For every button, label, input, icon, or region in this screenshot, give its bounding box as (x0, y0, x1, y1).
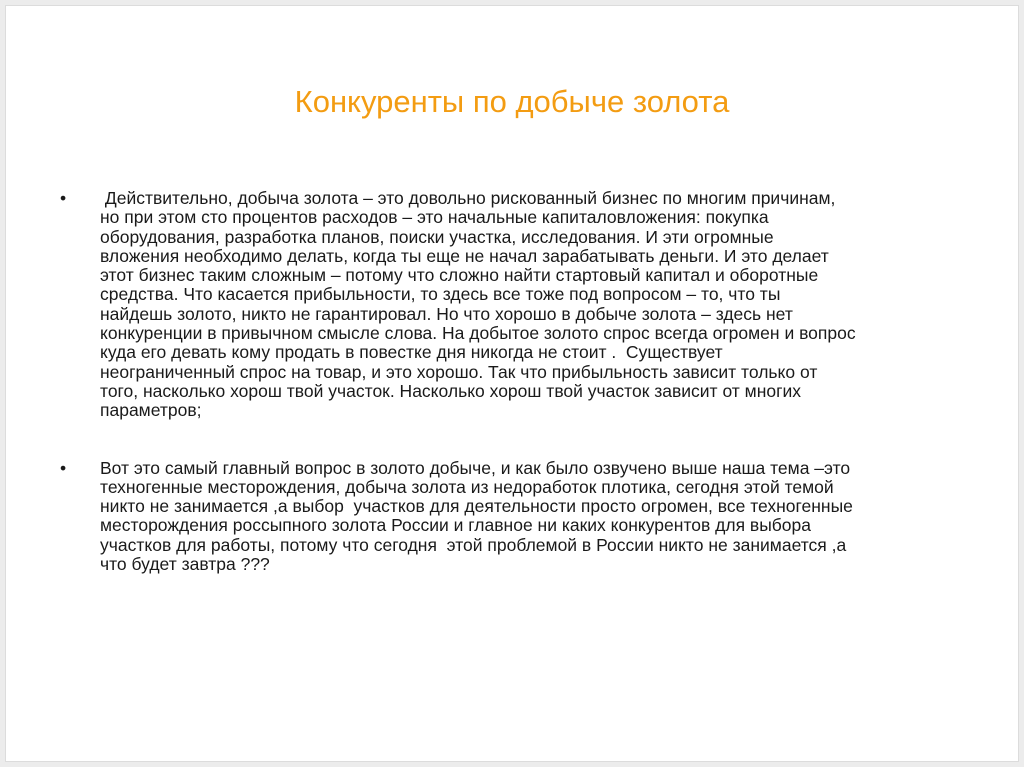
bullet-text-line: никто не занимается ,а выбор участков для деятельности просто огромен, все техногенные (100, 496, 853, 517)
bullet-text-line: вложения необходимо делать, когда ты еще не начал зарабатывать деньги. И это делает (100, 245, 829, 266)
slide-title: Конкуренты по добыче золота (294, 84, 730, 119)
slide (5, 5, 1019, 762)
bullet-text-line: техногенные месторождения, добыча золота из недоработок плотика, сегодня этой темой (100, 476, 834, 497)
bullet-text-line: того, насколько хорош твой участок. Насколько хорош твой участок зависит от многих (100, 380, 801, 401)
bullet-text-line: участков для работы, потому что сегодня этой проблемой в России никто не занимается ,а (100, 534, 847, 555)
bullet-text-line: этот бизнес таким сложным – потому что сложно найти стартовый капитал и оборотные (100, 265, 819, 286)
bullet-text-line: найдешь золото, никто не гарантировал. Но что хорошо в добыче золота – здесь нет (100, 303, 793, 324)
bullet-text-line: что будет завтра ??? (100, 554, 270, 575)
bullet-text-line: но при этом сто процентов расходов – это начальные капиталовложения: покупка (100, 207, 769, 228)
bullet-text-line: куда его девать кому продать в повестке дня никогда не стоит . Существует (100, 342, 723, 363)
bullet-text-line: параметров; (100, 400, 202, 421)
bullet-text-line: месторождения россыпного золота России и главное ни каких конкурентов для выбора (100, 515, 812, 536)
bullet-text-line: конкуренции в привычном смысле слова. На добытое золото спрос всегда огромен и вопрос (100, 323, 856, 344)
bullet-text-line: неограниченный спрос на товар, и это хорошо. Так что прибыльность зависит только от (100, 361, 818, 382)
bullet-marker: • (60, 188, 67, 208)
bullet-text-line: оборудования, разработка планов, поиски участка, исследования. И эти огромные (100, 226, 774, 247)
bullet-item (60, 459, 980, 575)
bullet-item (60, 189, 980, 421)
bullet-text-line: Действительно, добыча золота – это довольно рискованный бизнес по многим причинам, (100, 188, 836, 208)
bullet-text-line: средства. Что касается прибыльности, то здесь все тоже под вопросом – то, что ты (100, 284, 781, 305)
bullet-marker: • (60, 457, 67, 478)
bullet-list (60, 189, 980, 574)
bullet-text-line: Вот это самый главный вопрос в золото добыче, и как было озвучено выше наша тема –это (100, 457, 851, 478)
